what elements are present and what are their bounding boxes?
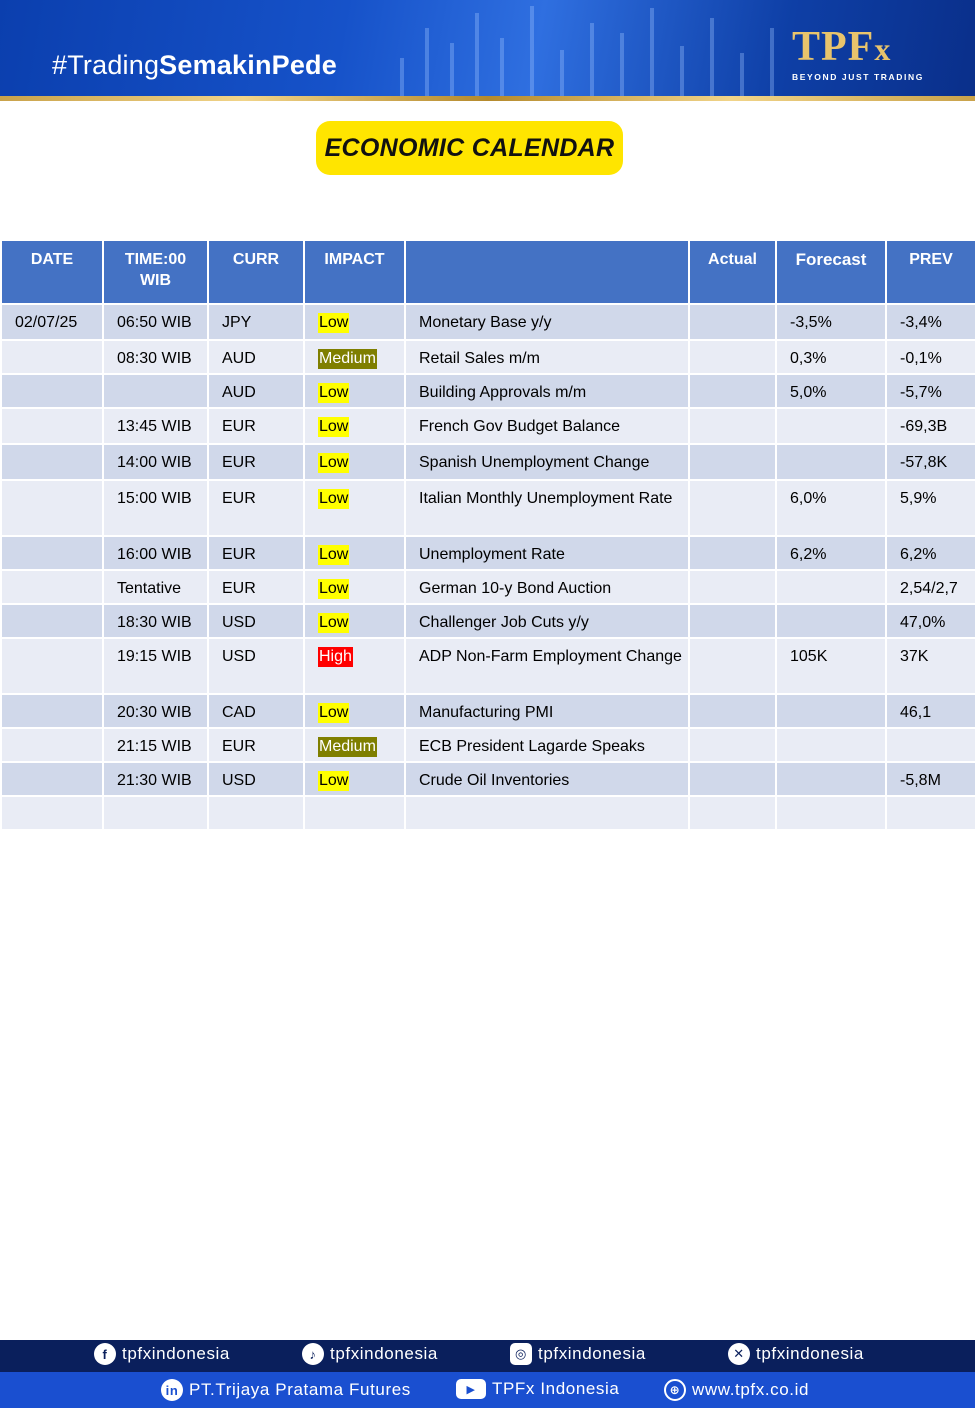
cell-forecast: 105K	[776, 638, 886, 694]
cell-event: ECB President Lagarde Speaks	[405, 728, 689, 762]
cell-time: 15:00 WIB	[103, 480, 208, 536]
cell-date: 02/07/25	[1, 304, 103, 340]
cell-prev	[886, 796, 975, 830]
impact-badge: Low	[319, 546, 349, 563]
logo-text: TPF	[792, 24, 875, 70]
cell-forecast	[776, 728, 886, 762]
cell-event: Unemployment Rate	[405, 536, 689, 570]
cell-curr: JPY	[208, 304, 304, 340]
cell-impact	[304, 374, 405, 408]
cell-event: Monetary Base y/y	[405, 304, 689, 340]
hashtag-bold: SemakinPede	[159, 50, 337, 80]
table-row	[1, 570, 975, 604]
cell-actual	[689, 304, 776, 340]
cell-date	[1, 604, 103, 638]
cell-actual	[689, 444, 776, 480]
tiktok-handle: tpfxindonesia	[330, 1344, 438, 1363]
impact-badge: Low	[319, 580, 349, 597]
cell-prev: 5,9%	[886, 480, 975, 536]
cell-forecast: 0,3%	[776, 340, 886, 374]
impact-badge: Low	[319, 490, 349, 507]
cell-time: 16:00 WIB	[103, 536, 208, 570]
cell-forecast	[776, 694, 886, 728]
table-row	[1, 694, 975, 728]
footer-website[interactable]	[664, 1379, 809, 1401]
footer-youtube[interactable]	[456, 1379, 619, 1399]
impact-badge: High	[319, 648, 352, 665]
cell-event: Spanish Unemployment Change	[405, 444, 689, 480]
cell-curr: EUR	[208, 570, 304, 604]
cell-event: Manufacturing PMI	[405, 694, 689, 728]
cell-time: 06:50 WIB	[103, 304, 208, 340]
x-icon: ✕	[728, 1343, 750, 1365]
cell-event: Building Approvals m/m	[405, 374, 689, 408]
cell-time: 13:45 WIB	[103, 408, 208, 444]
table-row	[1, 638, 975, 694]
table-row	[1, 480, 975, 536]
cell-event: Crude Oil Inventories	[405, 762, 689, 796]
cell-event: Challenger Job Cuts y/y	[405, 604, 689, 638]
cell-curr: EUR	[208, 728, 304, 762]
cell-prev: -5,7%	[886, 374, 975, 408]
logo-x: x	[874, 31, 892, 67]
cell-curr: USD	[208, 604, 304, 638]
cell-curr	[208, 796, 304, 830]
impact-badge: Low	[319, 454, 349, 471]
cell-prev: 37K	[886, 638, 975, 694]
cell-time: 20:30 WIB	[103, 694, 208, 728]
cell-impact	[304, 340, 405, 374]
cell-impact	[304, 638, 405, 694]
impact-badge: Low	[319, 614, 349, 631]
table-row	[1, 444, 975, 480]
impact-badge: Low	[319, 314, 349, 331]
cell-time: 19:15 WIB	[103, 638, 208, 694]
cell-forecast: 5,0%	[776, 374, 886, 408]
impact-badge: Medium	[319, 738, 376, 755]
cell-event: French Gov Budget Balance	[405, 408, 689, 444]
cell-curr: EUR	[208, 480, 304, 536]
cell-actual	[689, 604, 776, 638]
cell-forecast	[776, 604, 886, 638]
cell-time: Tentative	[103, 570, 208, 604]
cell-forecast	[776, 408, 886, 444]
cell-date	[1, 374, 103, 408]
cell-time	[103, 374, 208, 408]
cell-impact	[304, 536, 405, 570]
cell-curr: EUR	[208, 444, 304, 480]
cell-impact	[304, 604, 405, 638]
cell-time: 14:00 WIB	[103, 444, 208, 480]
cell-curr: USD	[208, 762, 304, 796]
cell-forecast	[776, 570, 886, 604]
header-curr: CURR	[208, 240, 304, 304]
cell-prev: 6,2%	[886, 536, 975, 570]
cell-event	[405, 796, 689, 830]
cell-time	[103, 796, 208, 830]
cell-actual	[689, 638, 776, 694]
cell-date	[1, 570, 103, 604]
footer-social-row	[0, 1340, 975, 1372]
cell-impact	[304, 694, 405, 728]
cell-impact	[304, 796, 405, 830]
linkedin-text: PT.Trijaya Pratama Futures	[189, 1380, 411, 1399]
cell-date	[1, 536, 103, 570]
cell-curr: EUR	[208, 408, 304, 444]
table-row	[1, 604, 975, 638]
cell-forecast: -3,5%	[776, 304, 886, 340]
cell-date	[1, 408, 103, 444]
cell-actual	[689, 408, 776, 444]
table-row	[1, 762, 975, 796]
cell-date	[1, 728, 103, 762]
cell-prev: 47,0%	[886, 604, 975, 638]
chart-bars-decoration	[380, 0, 800, 98]
impact-badge: Low	[319, 772, 349, 789]
cell-forecast: 6,2%	[776, 536, 886, 570]
footer-x[interactable]	[728, 1343, 864, 1365]
cell-curr: EUR	[208, 536, 304, 570]
table-header-row	[1, 240, 975, 304]
cell-prev: 2,54/2,7	[886, 570, 975, 604]
cell-date	[1, 796, 103, 830]
header-actual: Actual	[689, 240, 776, 304]
cell-forecast	[776, 762, 886, 796]
cell-time: 21:15 WIB	[103, 728, 208, 762]
cell-time: 21:30 WIB	[103, 762, 208, 796]
cell-actual	[689, 728, 776, 762]
header-forecast: Forecast	[776, 240, 886, 304]
header-date: DATE	[1, 240, 103, 304]
cell-date	[1, 480, 103, 536]
cell-prev	[886, 728, 975, 762]
cell-impact	[304, 570, 405, 604]
cell-date	[1, 638, 103, 694]
header-banner	[0, 0, 975, 98]
cell-time: 08:30 WIB	[103, 340, 208, 374]
cell-forecast	[776, 796, 886, 830]
cell-curr: AUD	[208, 340, 304, 374]
table-row	[1, 536, 975, 570]
cell-actual	[689, 694, 776, 728]
youtube-text: TPFx Indonesia	[492, 1379, 620, 1398]
cell-event: German 10-y Bond Auction	[405, 570, 689, 604]
website-text: www.tpfx.co.id	[692, 1380, 810, 1399]
linkedin-icon: in	[161, 1379, 183, 1401]
footer-facebook[interactable]	[94, 1343, 230, 1365]
hashtag-slogan	[52, 50, 337, 81]
economic-calendar-table	[0, 239, 975, 831]
header-prev: PREV	[886, 240, 975, 304]
impact-badge: Low	[319, 418, 349, 435]
cell-actual	[689, 340, 776, 374]
hashtag-prefix: #Trading	[52, 50, 160, 80]
cell-impact	[304, 728, 405, 762]
cell-impact	[304, 762, 405, 796]
footer-linkedin[interactable]	[161, 1379, 411, 1401]
youtube-icon: ▶	[456, 1379, 486, 1399]
instagram-icon: ◎	[510, 1343, 532, 1365]
logo-tagline: BEYOND JUST TRADING	[792, 72, 924, 82]
instagram-handle: tpfxindonesia	[538, 1344, 646, 1363]
cell-actual	[689, 570, 776, 604]
cell-event: ADP Non-Farm Employment Change	[405, 638, 689, 694]
cell-date	[1, 762, 103, 796]
cell-date	[1, 444, 103, 480]
impact-badge: Low	[319, 384, 349, 401]
cell-event: Italian Monthly Unemployment Rate	[405, 480, 689, 536]
footer-instagram[interactable]	[510, 1343, 646, 1365]
title-badge	[316, 121, 623, 175]
tpfx-logo	[792, 24, 932, 83]
cell-date	[1, 340, 103, 374]
globe-icon: ⊕	[664, 1379, 686, 1401]
cell-actual	[689, 374, 776, 408]
footer-contact-row	[0, 1372, 975, 1408]
table-row	[1, 374, 975, 408]
cell-actual	[689, 796, 776, 830]
cell-impact	[304, 444, 405, 480]
gold-divider	[0, 96, 975, 101]
impact-badge: Low	[319, 704, 349, 721]
table-row	[1, 340, 975, 374]
table-row	[1, 728, 975, 762]
tiktok-icon: ♪	[302, 1343, 324, 1365]
cell-forecast: 6,0%	[776, 480, 886, 536]
table-row	[1, 408, 975, 444]
cell-impact	[304, 304, 405, 340]
cell-event: Retail Sales m/m	[405, 340, 689, 374]
x-handle: tpfxindonesia	[756, 1344, 864, 1363]
cell-actual	[689, 480, 776, 536]
header-time: TIME:00 WIB	[103, 240, 208, 304]
cell-impact	[304, 408, 405, 444]
cell-curr: AUD	[208, 374, 304, 408]
cell-curr: CAD	[208, 694, 304, 728]
footer-tiktok[interactable]	[302, 1343, 438, 1365]
facebook-icon: f	[94, 1343, 116, 1365]
cell-actual	[689, 762, 776, 796]
header-impact: IMPACT	[304, 240, 405, 304]
cell-forecast	[776, 444, 886, 480]
cell-impact	[304, 480, 405, 536]
cell-prev: -57,8K	[886, 444, 975, 480]
cell-prev: 46,1	[886, 694, 975, 728]
table-row	[1, 304, 975, 340]
table-body	[1, 304, 975, 830]
cell-prev: -3,4%	[886, 304, 975, 340]
table-row	[1, 796, 975, 830]
cell-actual	[689, 536, 776, 570]
page-title: ECONOMIC CALENDAR	[324, 133, 615, 162]
cell-curr: USD	[208, 638, 304, 694]
cell-prev: -0,1%	[886, 340, 975, 374]
impact-badge: Medium	[319, 350, 376, 367]
cell-time: 18:30 WIB	[103, 604, 208, 638]
facebook-handle: tpfxindonesia	[122, 1344, 230, 1363]
cell-prev: -69,3B	[886, 408, 975, 444]
cell-date	[1, 694, 103, 728]
cell-prev: -5,8M	[886, 762, 975, 796]
header-event	[405, 240, 689, 304]
